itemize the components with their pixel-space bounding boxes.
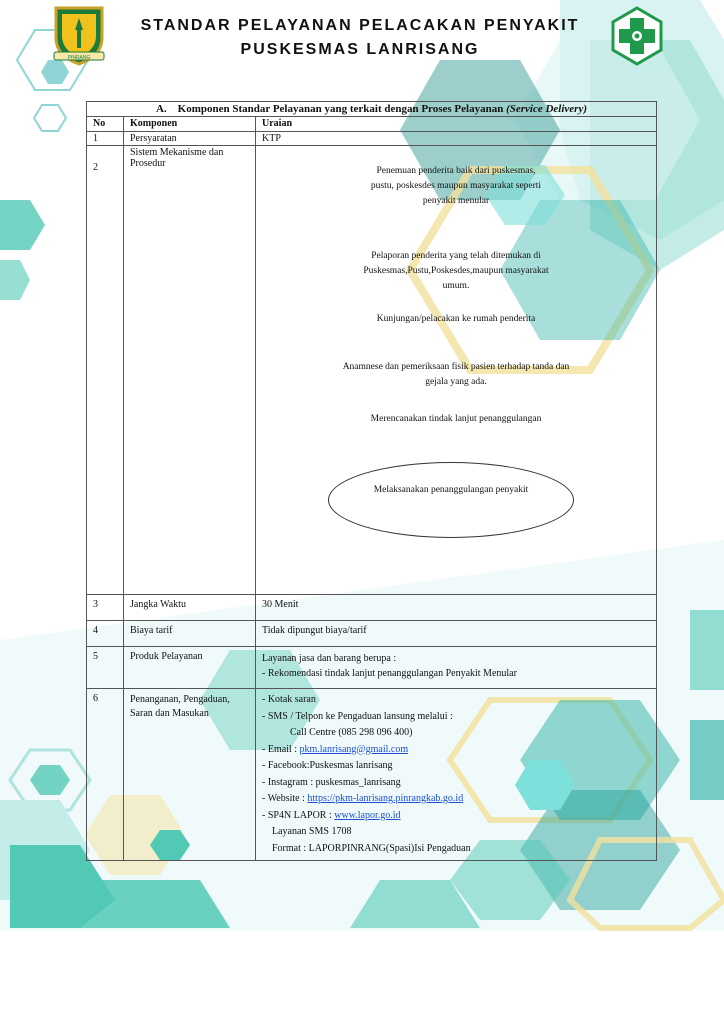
lapor-link[interactable]: www.lapor.go.id	[334, 809, 401, 821]
page-title: STANDAR PELAYANAN PELACAKAN PENYAKIT	[140, 17, 580, 34]
list-item: - SMS / Telpon ke Pengaduan lansung melalui :	[262, 710, 453, 722]
page-subtitle: PUSKESMAS LANRISANG	[240, 41, 480, 58]
table-row: 6 Penanganan, Pengaduan, Saran dan Masukan - Kotak saran - SMS / Telpon ke Pengaduan lansung melalui : Call Centre (085 298 096 400) - Email : pkm.lanrisang@gmail.com - Facebook:Puskesmas lanrisang - Instagram : puskesmas_lanrisang - Website : https://pkm-lanrisang.pinrangkab.go.id - SP4N LAPOR : www.lapor.go.id Layanan SMS 1708 Format : LAPORPINRANG(Spasi)Isi Pengaduan	[87, 689, 657, 861]
list-item: - Email : pkm.lanrisang@gmail.com	[262, 743, 409, 755]
list-item: Layanan SMS 1708	[272, 826, 352, 837]
flow-step-6: Melaksanakan penanggulangan penyakit	[373, 485, 529, 495]
column-header-component: Komponen	[124, 117, 256, 132]
list-item: Format : LAPORPINRANG(Spasi)Isi Pengaduan	[272, 842, 471, 854]
column-header-no: No	[87, 117, 124, 132]
procedure-flow	[256, 146, 656, 594]
flow-step-1: Penemuan penderita baik dari puskesmas, pustu, poskesdes maupun masyarakat seperti penyakit menular	[370, 166, 542, 207]
list-item: - Instagram : puskesmas_lanrisang	[262, 776, 401, 788]
list-item: - SP4N LAPOR : www.lapor.go.id	[262, 809, 401, 821]
table-row: 1 Persyaratan KTP	[87, 132, 657, 146]
service-standard-table	[86, 101, 657, 861]
table-row: 5 Produk Pelayanan Layanan jasa dan barang berupa : - Rekomendasi tindak lanjut penanggulangan Penyakit Menular	[87, 647, 657, 689]
section-title: A. Komponen Standar Pelayanan yang terkait dengan Proses Pelayanan (Service Delivery)	[87, 102, 657, 117]
list-item: - Facebook:Puskesmas lanrisang	[262, 760, 393, 771]
flow-step-6-ellipse	[328, 462, 574, 538]
emblem-banner-text: PINRANG	[67, 55, 91, 61]
website-link[interactable]: https://pkm-lanrisang.pinrangkab.go.id	[307, 793, 464, 804]
column-header-description: Uraian	[256, 117, 657, 132]
list-item: Call Centre (085 298 096 400)	[290, 727, 413, 738]
flow-step-5: Merencanakan tindak lanjut penanggulangan	[370, 414, 542, 424]
puskesmas-cross-icon	[611, 6, 663, 66]
flow-step-3: Kunjungan/pelacakan ke rumah penderita	[376, 314, 536, 324]
list-item: - Kotak saran	[262, 694, 316, 705]
email-link[interactable]: pkm.lanrisang@gmail.com	[299, 743, 409, 755]
table-row: 3 Jangka Waktu 30 Menit	[87, 595, 657, 621]
flow-step-4: Anamnese dan pemeriksaan fisik pasien terhadap tanda dan gejala yang ada.	[342, 362, 570, 388]
table-row: 2 Sistem Mekanisme dan Prosedur Penemuan penderita baik dari puskesmas, pustu, poskesdes maupun masyarakat seperti penyakit menular Pelaporan penderita yang telah ditemukan di Puskesmas,Pustu,Poskesdes,maupun masyarakat umum. Kunjungan/pelacakan ke rumah penderita Anamnese dan pemeriksaan fisik pasien terhadap tanda dan gejala yang ada. Merencanakan tindak lanjut penanggulangan Melaksanakan penanggulangan penyakit	[87, 146, 657, 595]
table-row: 4 Biaya tarif Tidak dipungut biaya/tarif	[87, 621, 657, 647]
flow-step-2: Pelaporan penderita yang telah ditemukan di Puskesmas,Pustu,Poskesdes,maupun masyarakat umum.	[363, 251, 549, 292]
complaint-channels-list	[262, 692, 650, 857]
regency-emblem-icon	[50, 4, 108, 66]
table-header-row	[87, 117, 657, 132]
list-item: - Website : https://pkm-lanrisang.pinrangkab.go.id	[262, 793, 464, 804]
